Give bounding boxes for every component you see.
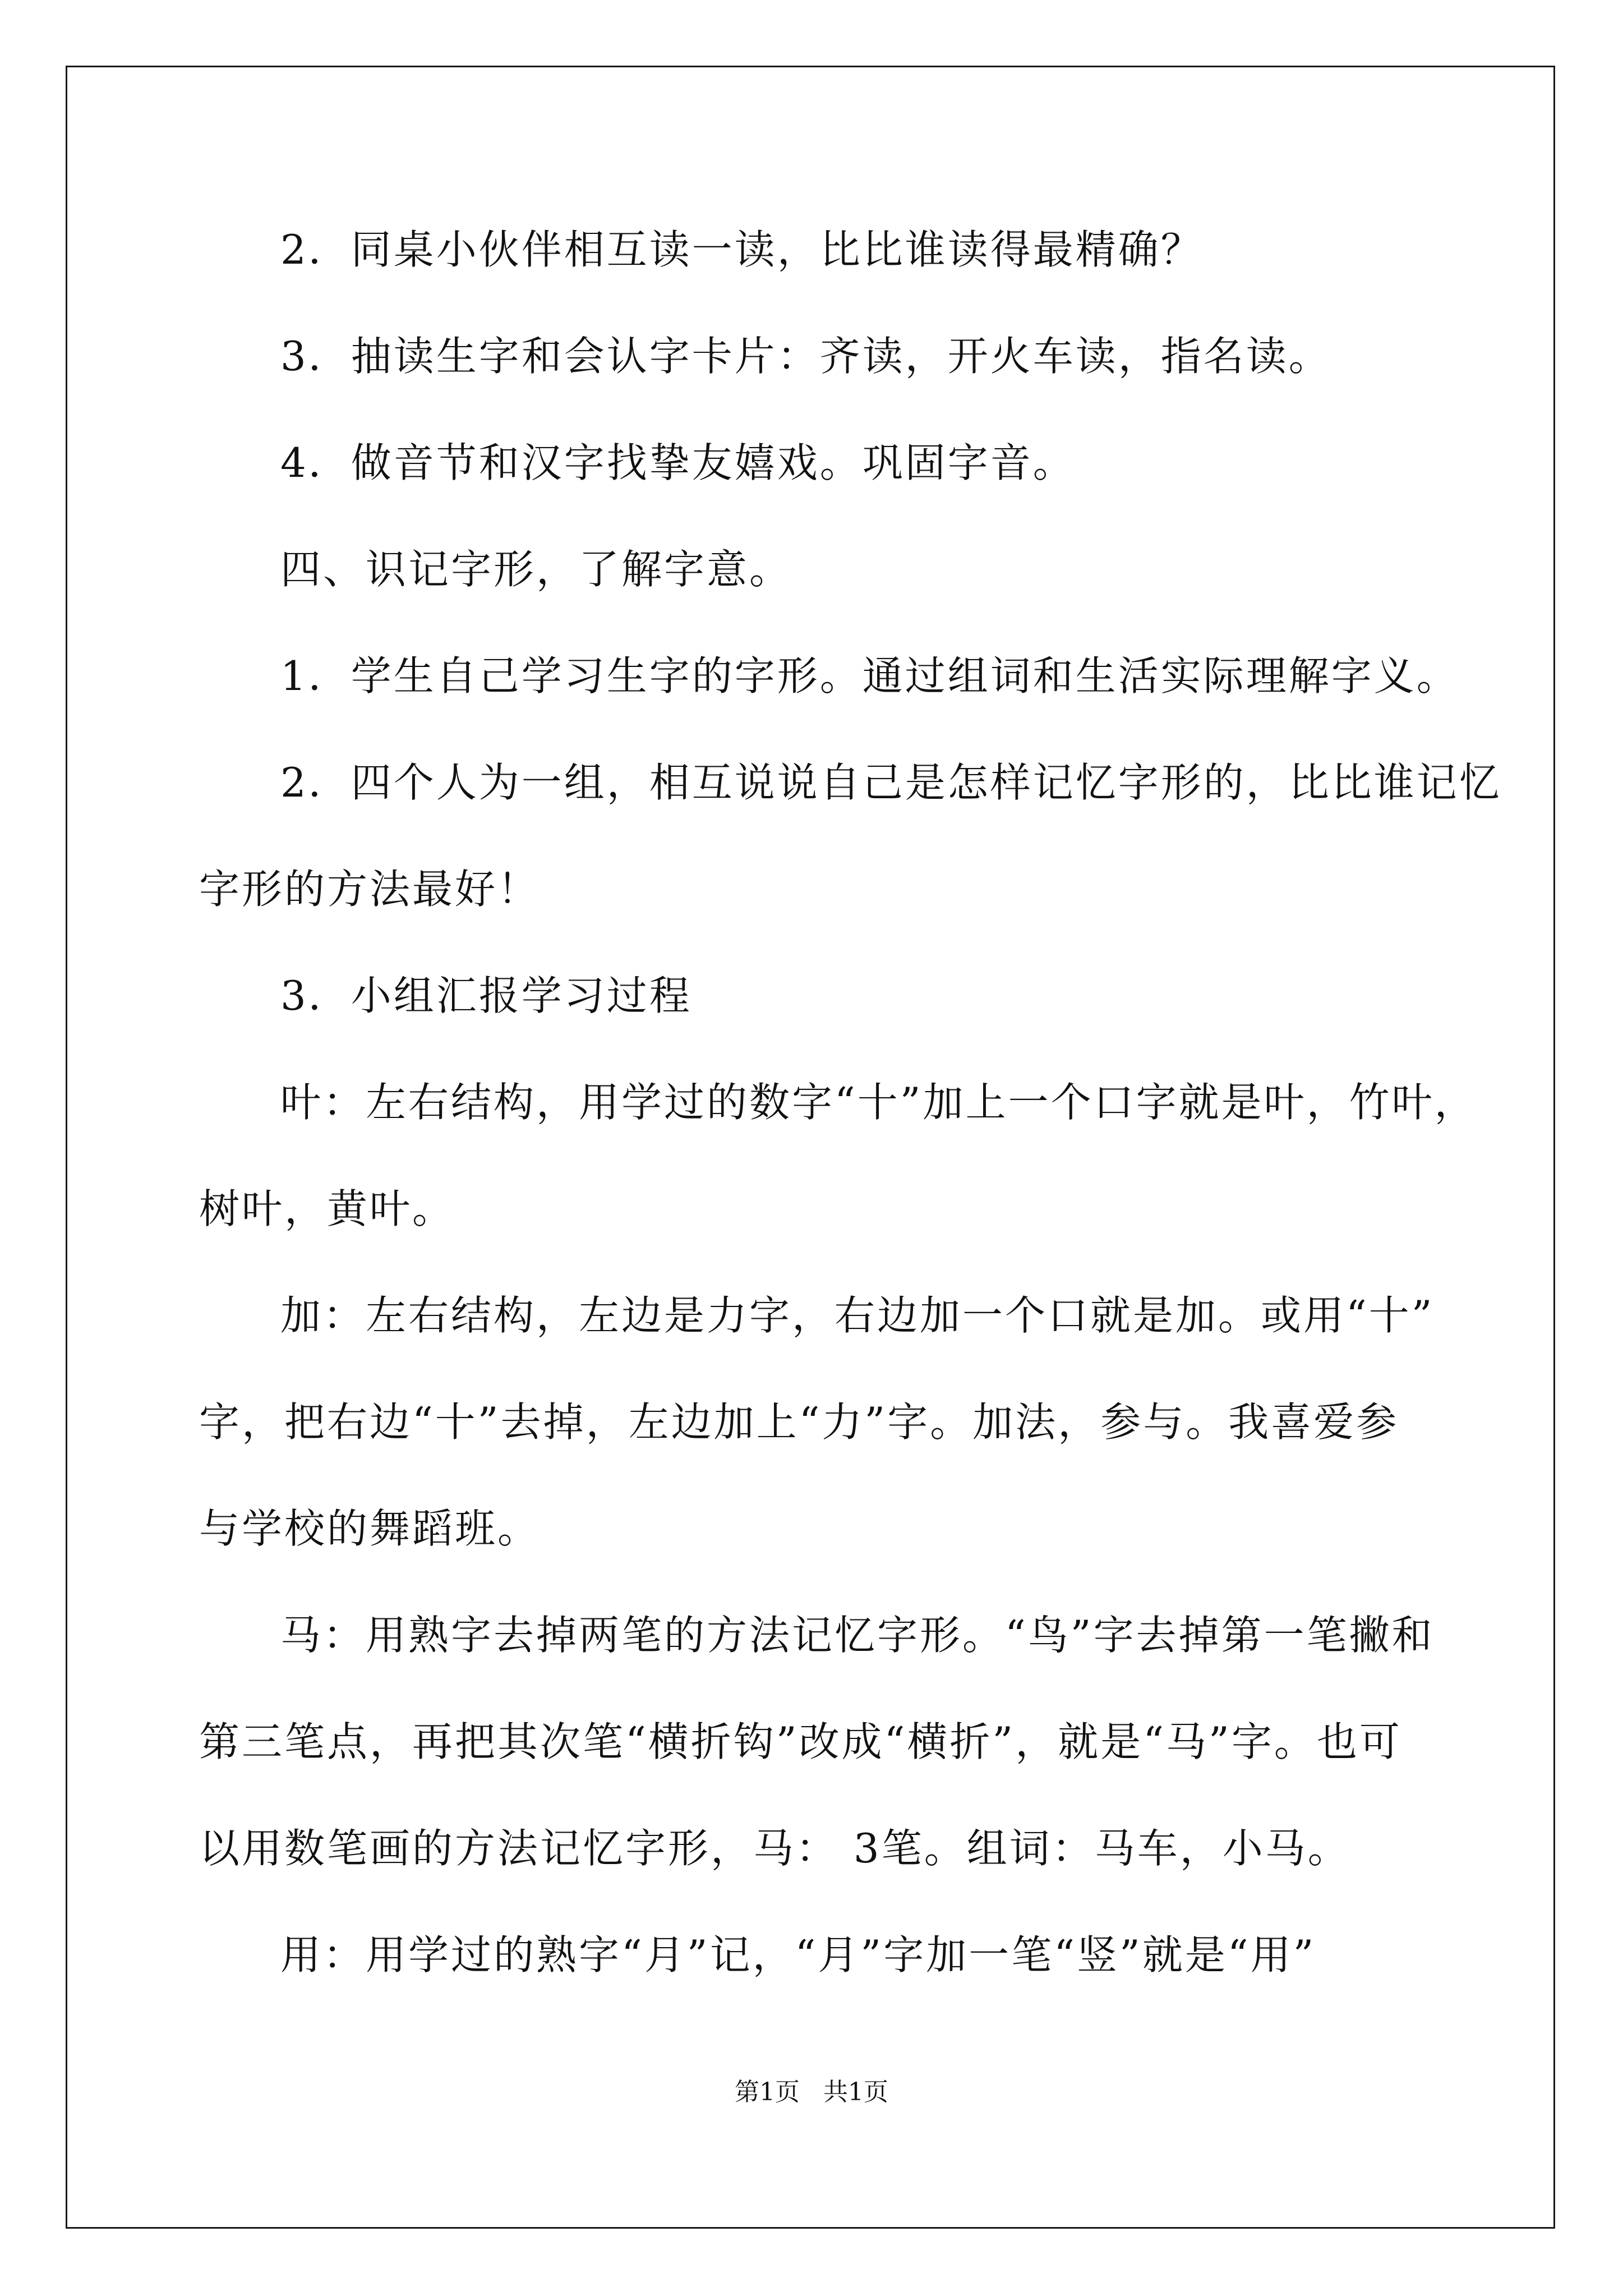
paragraph-line: 4．做音节和汉字找挚友嬉戏。巩固字音。 <box>280 439 1076 486</box>
paragraph-line: 树叶，黄叶。 <box>199 1185 455 1232</box>
paragraph-line: 字，把右边“十”去掉，左边加上“力”字。加法，参与。我喜爱参 <box>199 1398 1399 1446</box>
paragraph-line: 以用数笔画的方法记忆字形，马： 3笔。组词：马车，小马。 <box>199 1825 1350 1872</box>
paragraph-line: 用：用学过的熟字“月”记，“月”字加一笔“竖”就是“用” <box>280 1931 1316 1978</box>
paragraph-line: 与学校的舞蹈班。 <box>199 1505 541 1552</box>
paragraph-line: 加：左右结构，左边是力字，右边加一个口就是加。或用“十” <box>280 1292 1435 1339</box>
page-total: 共1页 <box>823 2078 888 2106</box>
paragraph-line: 叶：左右结构，用学过的数字“十”加上一个口字就是叶，竹叶， <box>280 1079 1477 1126</box>
paragraph-line: 2．四个人为一组，相互说说自己是怎样记忆字形的，比比谁记忆 <box>280 759 1502 806</box>
paragraph-line: 2．同桌小伙伴相互读一读，比比谁读得最精确？ <box>280 226 1204 273</box>
paragraph-line: 第三笔点，再把其次笔“横折钩”改成“横折”，就是“马”字。也可 <box>199 1718 1402 1765</box>
page-border <box>66 66 1555 2229</box>
paragraph-line: 3．抽读生字和会认字卡片：齐读，开火车读，指名读。 <box>280 333 1331 380</box>
page-footer <box>0 2076 1623 2109</box>
page-number: 第1页 <box>735 2078 800 2106</box>
paragraph-line: 马：用熟字去掉两笔的方法记忆字形。“鸟”字去掉第一笔撇和 <box>280 1612 1435 1659</box>
paragraph-line: 3．小组汇报学习过程 <box>280 972 692 1019</box>
paragraph-line: 1．学生自己学习生字的字形。通过组词和生活实际理解字义。 <box>280 652 1459 700</box>
section-heading: 四、识记字形，了解字意。 <box>280 546 792 593</box>
paragraph-line: 字形的方法最好！ <box>199 866 541 913</box>
